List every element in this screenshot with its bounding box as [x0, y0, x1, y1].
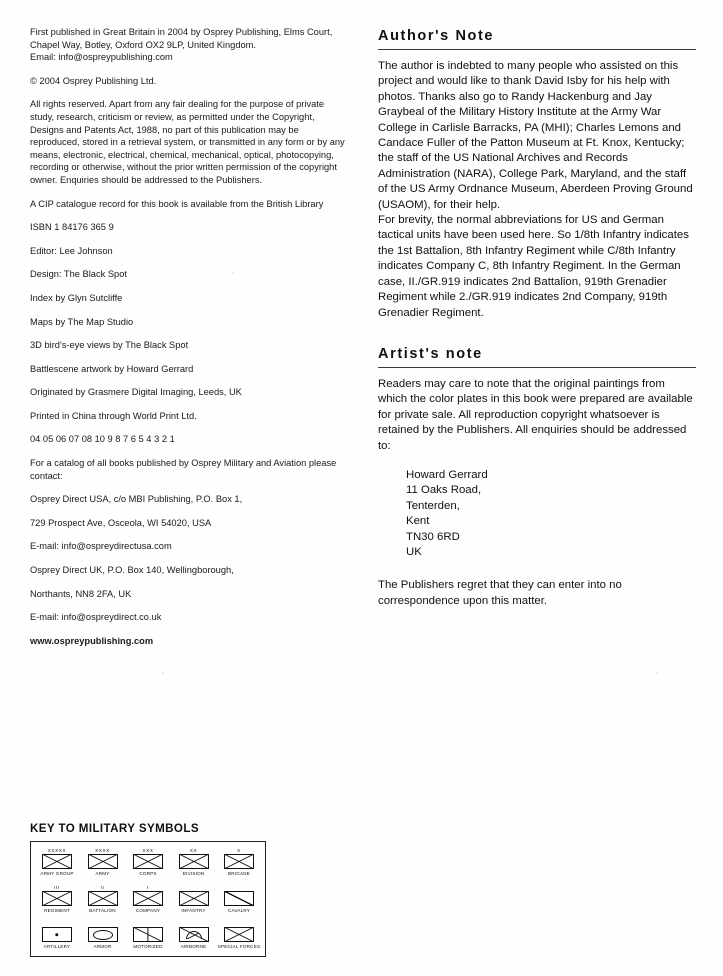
usa-address-line-2: 729 Prospect Ave, Osceola, WI 54020, USA: [30, 517, 212, 528]
airborne-symbol-icon: [179, 927, 209, 942]
echelon-label: III: [54, 884, 60, 890]
army-group-symbol-icon: [42, 854, 72, 869]
artists-note-divider: [378, 367, 696, 368]
artists-note-paragraph-1: Readers may care to note that the original paintings from which the color plates in this book were prepared are available for private sale. All reproduction copyright whatsoever is retained by the Publishers. All enquiries should be addressed to:: [378, 377, 693, 452]
corps-symbol-icon: [133, 854, 163, 869]
credit-origination: Originated by Grasmere Digital Imaging, Leeds, UK: [30, 387, 242, 398]
authors-note-title: Author's Note: [378, 28, 495, 44]
key-cell-army: [81, 848, 125, 877]
uk-address-line-2: Northants, NN8 2FA, UK: [30, 588, 132, 599]
osprey-direct-uk: [30, 564, 348, 624]
key-cell-motorized: [126, 921, 170, 950]
key-cell-cavalry: [217, 885, 261, 914]
credit-printing: Printed in China through World Print Ltd.: [30, 410, 197, 421]
symbol-label: COMPANY: [135, 907, 161, 913]
isbn-line: ISBN 1 84176 365 9: [30, 222, 114, 233]
symbol-label: CAVALRY: [227, 907, 251, 913]
symbol-label: REGIMENT: [44, 907, 70, 913]
authors-note-divider: [378, 49, 696, 50]
cavalry-symbol-icon: [224, 891, 254, 906]
authors-note-paragraph-2: For brevity, the normal abbreviations for US and German tactical units have been used here. So 1/8th Infantry indicates the 1st Battalion, 8th Infantry Regiment while C/8th Infantry indicates Company C, 8th Infantry Regiment. In the German case, II./GR.919 indicates 2nd Battalion, 919th Grenadier Regiment while 2./GR.919 indicates 2nd Company, 919th Grenadier Regiment.: [378, 214, 689, 319]
echelon-label: XXX: [142, 848, 154, 853]
key-cell-infantry: [172, 885, 216, 914]
key-cell-special-forces: [217, 921, 261, 950]
uk-address-line-1: Osprey Direct UK, P.O. Box 140, Wellingborough,: [30, 565, 234, 576]
artist-address-country: UK: [406, 545, 422, 558]
artists-note-title: Artist's note: [378, 345, 483, 362]
credit-design: Design: The Black Spot: [30, 269, 127, 280]
usa-address-email: E-mail: info@ospreydirectusa.com: [30, 541, 172, 552]
brigade-symbol-icon: [224, 854, 254, 869]
key-row: [35, 848, 261, 877]
key-cell-corps: [126, 848, 170, 877]
osprey-direct-usa: [30, 493, 348, 553]
uk-address-email: E-mail: info@ospreydirect.co.uk: [30, 612, 162, 623]
symbol-label: INFANTRY: [181, 907, 206, 913]
special-forces-symbol-icon: [224, 927, 254, 942]
credit-maps: Maps by The Map Studio: [30, 316, 134, 327]
artillery-symbol-icon: [42, 927, 72, 942]
key-symbol-box: [30, 841, 266, 957]
echelon-label: XXXXX: [47, 848, 67, 853]
artist-name: Howard Gerrard: [406, 468, 488, 481]
symbol-label: ARTILLERY: [43, 944, 71, 950]
credit-3d-views: 3D bird's-eye views by The Black Spot: [30, 340, 189, 351]
symbol-label: BATTALION: [89, 907, 116, 913]
key-cell-army-group: [35, 848, 79, 877]
key-cell-regiment: [35, 885, 79, 914]
echelon-label: XXXX: [95, 848, 110, 853]
scan-speckle: [162, 672, 164, 674]
symbol-label: ARMY GROUP: [40, 871, 74, 876]
company-symbol-icon: [133, 891, 163, 906]
credit-index: Index by Glyn Sutcliffe: [30, 292, 123, 303]
symbol-label: AIRBORNE: [180, 944, 207, 950]
rights-statement: All rights reserved. Apart from any fair dealing for the purpose of private study, research, criticism or review, as permitted under the Copyright, Designs and Patents Act, 1988, no part of this publication may be reproduced, stored in a retrieval system, or transmitted in any form or by any means, electronic, electrical, chemical, mechanical, optical, photocopying, recording or otherwise, without the prior written permission of the copyright owner. Enquiries should be addressed to the Publishers.: [30, 99, 345, 185]
authors-note-paragraph-1: The author is indebted to many people who assisted on this project and would like to thank David Isby for his help with photos. Thanks also go to Randy Hackenburg and Jay Graybeal of the Military History Institute at the Army War College in Carlisle Barracks, PA (MHI); Charles Lemons and Candace Fuller of the Patton Museum at Ft. Knox, Kentucky; the staff of the US National Archives and Records Administration (NARA), College Park, Maryland, and the staff of the US Army Ordnance Museum, Aberdeen Proving Ground (USAOM), for their help.: [378, 60, 693, 211]
key-row: [35, 921, 261, 950]
usa-address-line-1: Osprey Direct USA, c/o MBI Publishing, P.O. Box 1,: [30, 494, 243, 505]
armor-symbol-icon: [88, 927, 118, 942]
catalog-intro: For a catalog of all books published by Osprey Military and Aviation please contact:: [30, 458, 337, 481]
symbol-label: BRIGADE: [227, 871, 251, 876]
key-cell-division: [172, 848, 216, 877]
artists-note-closing: The Publishers regret that they can enter into no correspondence upon this matter.: [378, 579, 622, 607]
artist-address-postcode: TN30 6RD: [406, 530, 460, 543]
print-run-line: 04 05 06 07 08 10 9 8 7 6 5 4 3 2 1: [30, 434, 175, 445]
credit-battlescene-artwork: Battlescene artwork by Howard Gerrard: [30, 363, 194, 374]
motorized-symbol-icon: [133, 927, 163, 942]
artist-address-county: Kent: [406, 515, 430, 528]
key-title: KEY TO MILITARY SYMBOLS: [30, 822, 199, 835]
key-cell-airborne: [172, 921, 216, 950]
echelon-label: II: [100, 884, 105, 890]
symbol-label: ARMOR: [93, 944, 112, 950]
production-credits: [30, 245, 348, 423]
symbol-label: DIVISION: [182, 871, 205, 876]
notes-column: [378, 28, 696, 609]
authors-note-section: [378, 28, 696, 321]
publication-statement: First published in Great Britain in 2004 by Osprey Publishing, Elms Court, Chapel Way, Botley, Oxford OX2 9LP, United Kingdom.: [30, 27, 333, 50]
key-cell-armor: [81, 921, 125, 950]
publisher-website: www.ospreypublishing.com: [30, 635, 154, 646]
echelon-label: XX: [189, 848, 198, 853]
artist-address-line-2: Tenterden,: [406, 499, 460, 512]
echelon-label: X: [237, 848, 241, 853]
division-symbol-icon: [179, 854, 209, 869]
artist-address-line-1: 11 Oaks Road,: [406, 484, 482, 497]
key-to-military-symbols: [30, 822, 350, 957]
infantry-symbol-icon: [179, 891, 209, 906]
artists-note-section: [378, 346, 696, 609]
artist-address: [406, 468, 696, 560]
regiment-symbol-icon: [42, 891, 72, 906]
copyright-line: © 2004 Osprey Publishing Ltd.: [30, 75, 157, 86]
key-cell-artillery: [35, 921, 79, 950]
battalion-symbol-icon: [88, 891, 118, 906]
imprint-column: [30, 26, 348, 658]
credit-editor: Editor: Lee Johnson: [30, 245, 113, 256]
key-cell-company: [126, 885, 170, 914]
symbol-label: MOTORIZED: [133, 944, 163, 950]
cip-statement: A CIP catalogue record for this book is available from the British Library: [30, 198, 324, 209]
scan-speckle: [656, 672, 658, 674]
key-row: [35, 885, 261, 914]
key-cell-battalion: [81, 885, 125, 914]
key-cell-brigade: [217, 848, 261, 877]
symbol-label: SPECIAL FORCES: [217, 944, 261, 950]
publisher-email: Email: info@ospreypublishing.com: [30, 52, 173, 63]
echelon-label: I: [147, 884, 149, 890]
army-symbol-icon: [88, 854, 118, 869]
symbol-label: CORPS: [139, 871, 157, 876]
symbol-label: ARMY: [95, 871, 110, 876]
